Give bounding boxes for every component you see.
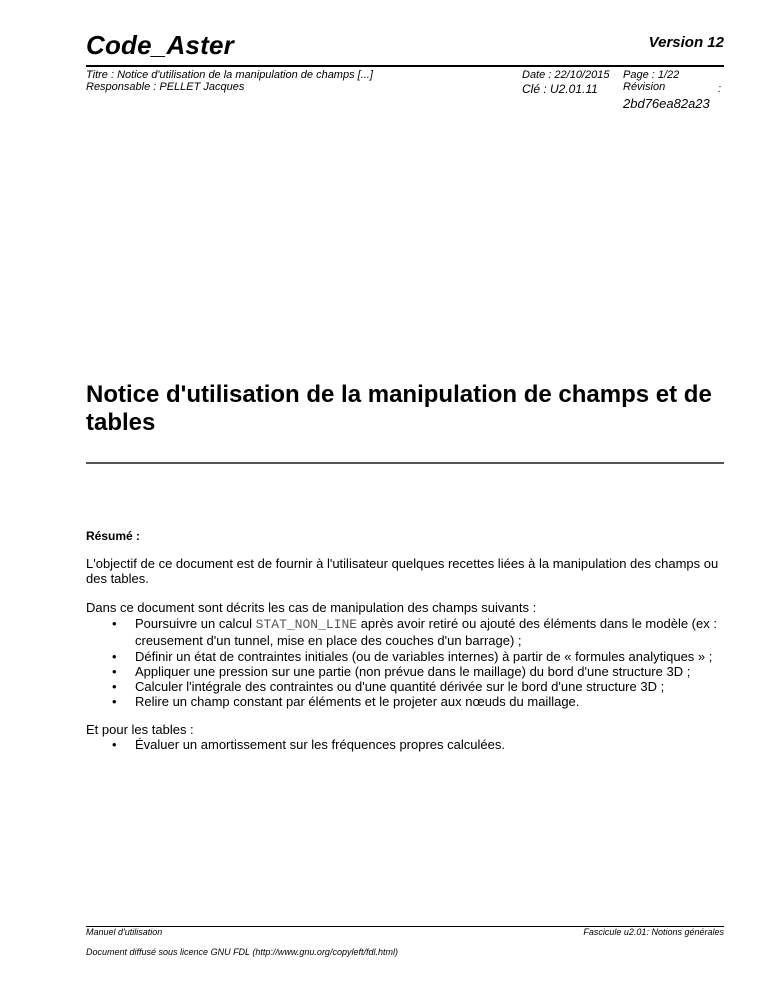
list-item: Évaluer un amortissement sur les fréquences propres calculées. [135, 737, 505, 752]
code-stat-non-line: STAT_NON_LINE [255, 617, 358, 632]
app-title: Code_Aster [86, 30, 234, 60]
title-rule [86, 462, 724, 464]
header-titre: Titre : Notice d'utilisation de la manipulation de champs [...] [86, 69, 373, 81]
bullet-icon: • [112, 664, 117, 679]
header-responsable: Responsable : PELLET Jacques [86, 81, 245, 93]
bullet-icon: • [112, 694, 117, 709]
header-rule [86, 65, 724, 67]
bullet-icon: • [112, 679, 117, 694]
list-item [135, 616, 727, 649]
bullet-icon: • [112, 616, 117, 631]
list-item: Définir un état de contraintes initiales (ou de variables internes) à partir de « formules analytiques » ; [135, 649, 713, 664]
header-cle: Clé : U2.01.11 [522, 82, 598, 96]
field-cases-intro: Dans ce document sont décrits les cas de manipulation des champs suivants : [86, 600, 537, 615]
header-page: Page : 1/22 [623, 69, 680, 81]
list-item-text-post: après avoir retiré ou ajouté des éléments dans le modèle (ex : creusement d'un tunnel, mise en place des couches d'un barrage) ; [135, 616, 717, 648]
header-date: Date : 22/10/2015 [522, 69, 610, 81]
document-title: Notice d'utilisation de la manipulation de champs et de tables [86, 381, 712, 436]
resume-heading: Résumé : [86, 529, 141, 543]
header-revision-label: Révision [623, 81, 666, 93]
header-revision-colon: : [718, 83, 722, 95]
intro-paragraph: L'objectif de ce document est de fournir à l'utilisateur quelques recettes liées à la manipulation des champs ou des tables. [86, 556, 719, 586]
bullet-icon: • [112, 737, 117, 752]
footer-license: Document diffusé sous licence GNU FDL (http://www.gnu.org/copyleft/fdl.html) [86, 947, 398, 957]
version-label: Version 12 [648, 34, 724, 51]
bullet-icon: • [112, 649, 117, 664]
list-item: Relire un champ constant par éléments et le projeter aux nœuds du maillage. [135, 694, 580, 709]
footer-right: Fascicule u2.01: Notions générales [583, 927, 724, 937]
footer-left: Manuel d'utilisation [86, 927, 163, 937]
list-item: Appliquer une pression sur une partie (non prévue dans le maillage) du bord d'une structure 3D ; [135, 664, 691, 679]
tables-intro: Et pour les tables : [86, 722, 194, 737]
header-revision-value: 2bd76ea82a23 [623, 96, 710, 111]
list-item: Calculer l'intégrale des contraintes ou d'une quantité dérivée sur le bord d'une structure 3D ; [135, 679, 665, 694]
list-item-text-pre: Poursuivre un calcul [135, 616, 256, 631]
